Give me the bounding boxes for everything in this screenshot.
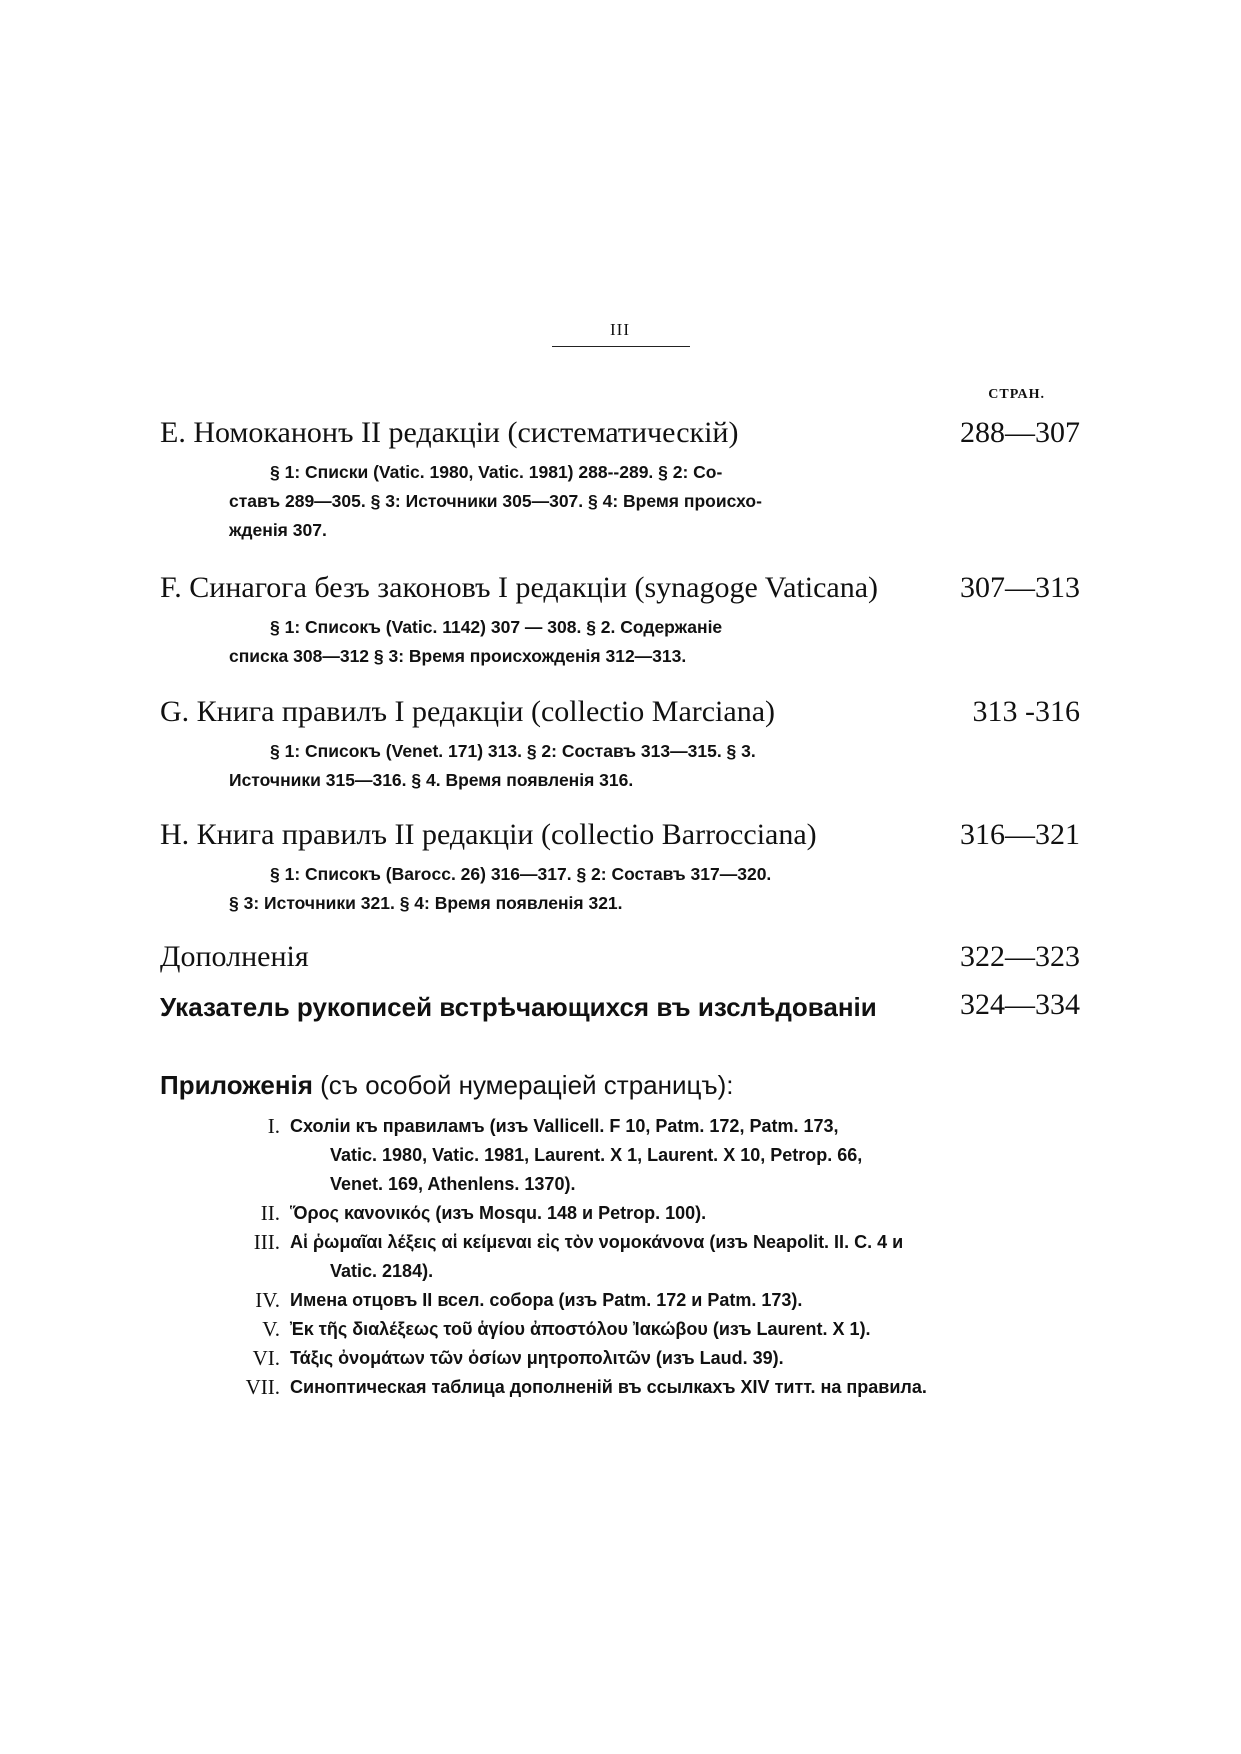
appendix-number: III. <box>253 1230 280 1254</box>
appendix-number: V. <box>262 1317 280 1341</box>
section-title: Указатель рукописей встрѣчающихся въ изслѣдованіи <box>160 992 877 1022</box>
appendix-item <box>220 1199 1100 1228</box>
section-title: E. Номоканонъ II редакціи (систематическій) <box>160 416 739 449</box>
toc-section-g <box>160 695 1080 735</box>
appendices-list <box>220 1112 1100 1402</box>
detail-line: § 3: Источники 321. § 4: Время появленія 321. <box>229 893 623 913</box>
appendix-item <box>220 1344 1100 1373</box>
detail-line: § 1: Списки (Vatic. 1980, Vatic. 1981) 288--289. § 2: Со- <box>270 462 723 482</box>
appendix-item <box>220 1315 1100 1344</box>
section-pages: 322—323 <box>960 940 1080 973</box>
detail-line: § 1: Списокъ (Barocc. 26) 316—317. § 2: Составъ 317—320. <box>270 864 772 884</box>
section-pages: 316—321 <box>960 818 1080 851</box>
section-title: F. Синагога безъ законовъ I редакціи (synagoge Vaticana) <box>160 571 879 604</box>
section-title: Дополненія <box>160 940 309 973</box>
appendix-line: Ὅρος κανονικός (изъ Mosqu. 148 и Petrop. 100). <box>290 1203 707 1223</box>
section-pages: 324—334 <box>960 988 1080 1021</box>
appendix-item <box>220 1112 1100 1199</box>
appendix-line: Αἱ ῥωμαῖαι λέξεις αἱ κείμεναι εἰς τὸν νομοκάνονα (изъ Neapolit. II. C. 4 и <box>290 1232 904 1252</box>
appendices-heading-rest: (съ особой нумераціей страницъ): <box>312 1070 734 1100</box>
pages-column-label: СТРАН. <box>988 387 1045 402</box>
appendix-line: Vatic. 1980, Vatic. 1981, Laurent. X 1, Laurent. X 10, Petrop. 66, <box>330 1145 863 1165</box>
section-pages: 307—313 <box>960 571 1080 604</box>
appendix-line: Синоптическая таблица дополненій въ ссылкахъ XIV титт. на правила. <box>290 1377 927 1397</box>
appendix-item <box>220 1373 1100 1402</box>
section-details <box>229 613 1140 671</box>
detail-line: списка 308—312 § 3: Время происхожденія 312—313. <box>229 646 687 666</box>
appendix-line: Τάξις ὀνομάτων τῶν ὁσίων μητροπολιτῶν (изъ Laud. 39). <box>290 1348 784 1368</box>
detail-line: жденія 307. <box>229 520 327 540</box>
appendix-number: IV. <box>255 1288 280 1312</box>
appendix-line: Ἐκ τῆς διαλέξεως τοῦ ἁγίου ἀποστόλου Ἰακώβου (изъ Laurent. X 1). <box>290 1319 871 1339</box>
appendix-line: Venet. 169, Athenlens. 1370). <box>330 1174 576 1194</box>
toc-section-index <box>160 988 1080 1028</box>
toc-section-h <box>160 818 1080 858</box>
section-title: G. Книга правилъ I редакціи (collectio Marciana) <box>160 695 776 728</box>
section-details <box>229 737 1140 795</box>
appendices-heading-strong: Приложенія <box>160 1070 313 1100</box>
folio-rule <box>552 346 690 347</box>
section-pages: 288—307 <box>960 416 1080 449</box>
section-details <box>229 458 1140 545</box>
toc-section-additions <box>160 940 1080 980</box>
section-title: H. Книга правилъ II редакціи (collectio Barrocciana) <box>160 818 817 851</box>
detail-line: § 1: Списокъ (Vatic. 1142) 307 — 308. § 2. Содержаніе <box>270 617 723 637</box>
appendix-number: II. <box>260 1201 280 1225</box>
appendix-number: VII. <box>245 1375 280 1399</box>
detail-line: § 1: Списокъ (Venet. 171) 313. § 2: Составъ 313—315. § 3. <box>270 741 756 761</box>
appendix-number: I. <box>267 1114 280 1138</box>
appendix-line: Vatic. 2184). <box>330 1261 434 1281</box>
appendix-line: Схоліи къ правиламъ (изъ Vallicell. F 10, Patm. 172, Patm. 173, <box>290 1116 839 1136</box>
appendices-heading <box>160 1070 734 1101</box>
section-details <box>229 860 1140 918</box>
appendix-item <box>220 1286 1100 1315</box>
section-pages: 313 -316 <box>972 695 1080 728</box>
appendix-line: Имена отцовъ II всел. собора (изъ Patm. 172 и Patm. 173). <box>290 1290 803 1310</box>
detail-line: Источники 315—316. § 4. Время появленія 316. <box>229 770 634 790</box>
page-folio: III <box>610 320 630 339</box>
toc-section-e <box>160 416 1080 456</box>
appendix-item <box>220 1228 1100 1286</box>
toc-section-f <box>160 571 1080 611</box>
detail-line: ставъ 289—305. § 3: Источники 305—307. § 4: Время происхо- <box>229 491 762 511</box>
appendix-number: VI. <box>252 1346 280 1370</box>
